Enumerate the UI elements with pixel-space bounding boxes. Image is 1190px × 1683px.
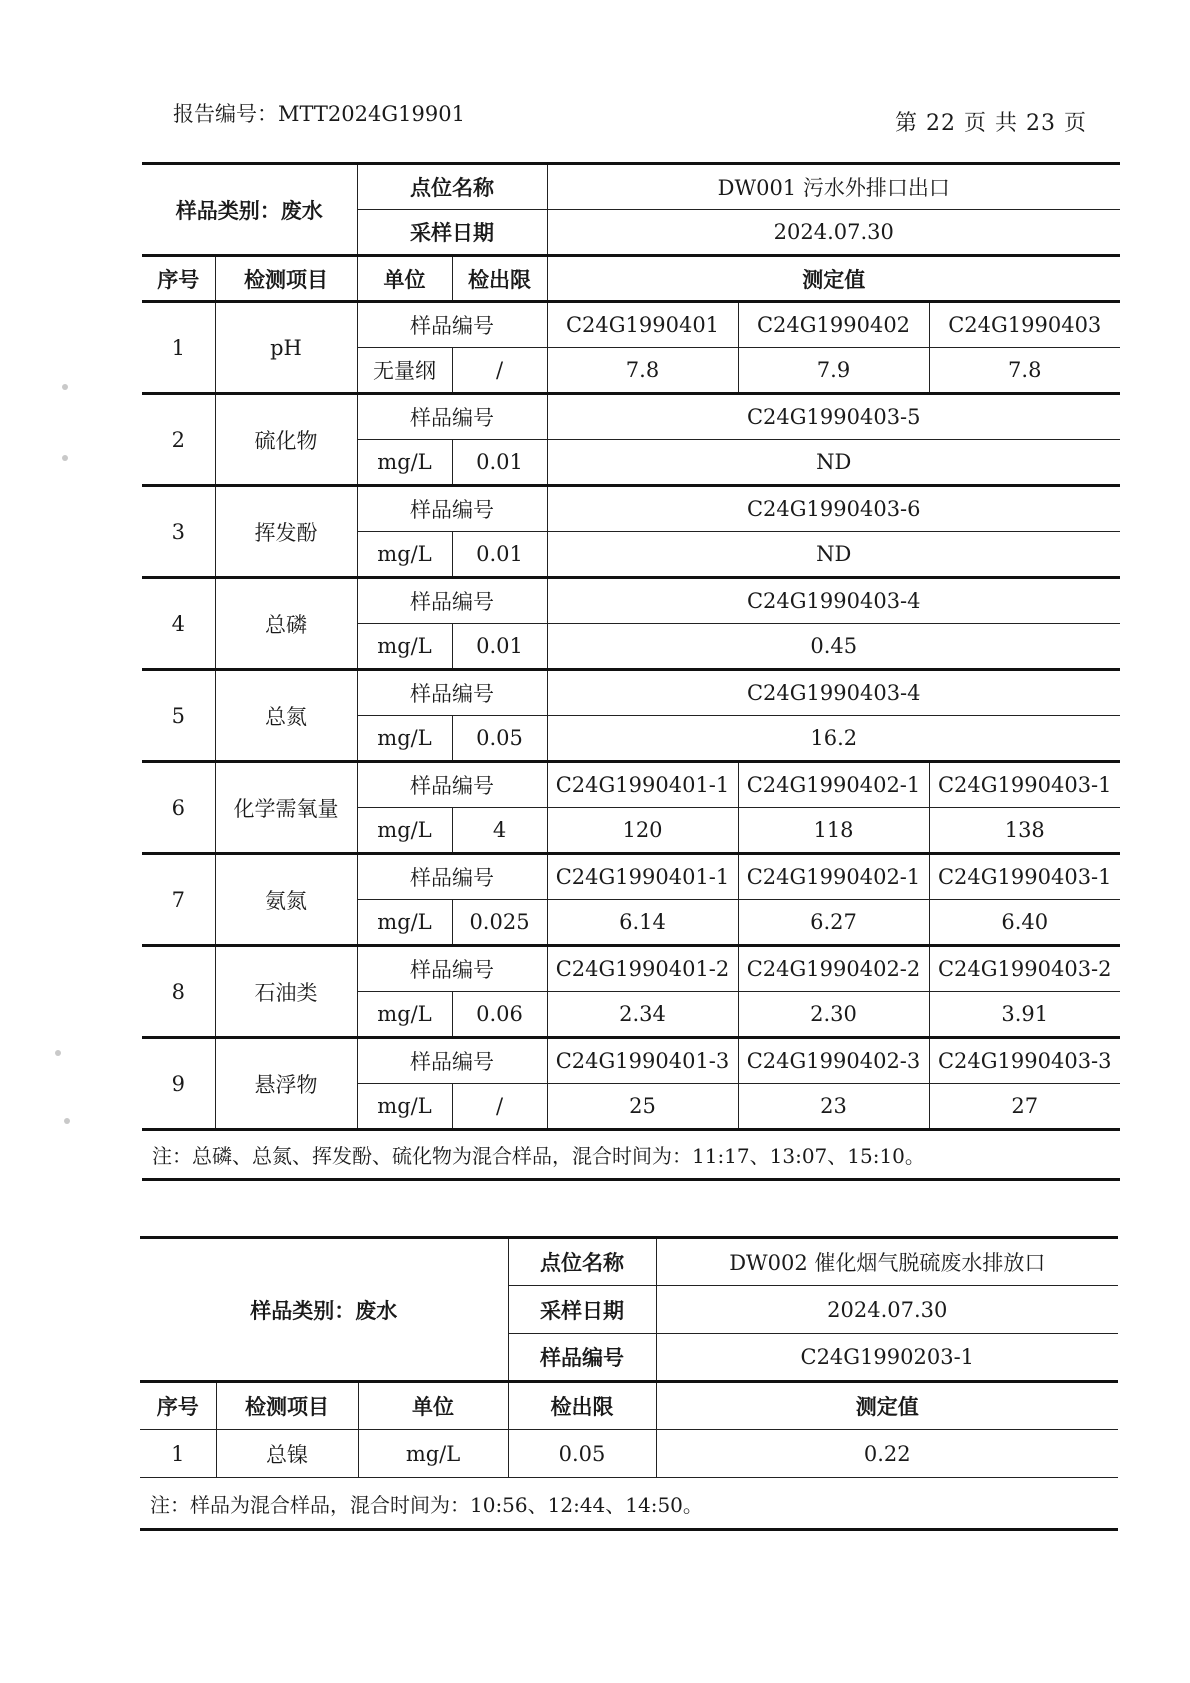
table-row (142, 578, 1120, 624)
row-limit: 0.01 (452, 440, 547, 486)
sample-no-label: 样品编号 (357, 1038, 547, 1084)
value-cell: 120 (547, 808, 738, 854)
row-seq: 5 (142, 670, 215, 762)
row-item: 石油类 (215, 946, 357, 1038)
report-number-label: 报告编号： (173, 102, 278, 126)
sample-no-cell: C24G1990402 (738, 302, 929, 348)
sampling-date-value: 2024.07.30 (547, 210, 1120, 256)
table-row (142, 670, 1120, 716)
value-cell: 6.14 (547, 900, 738, 946)
sample-no-cell: C24G1990401-1 (547, 762, 738, 808)
results-table-dw002 (140, 1236, 1118, 1531)
sample-type-2: 样品类别：废水 (140, 1238, 508, 1382)
row2-unit: mg/L (358, 1430, 508, 1478)
row-limit: / (452, 1084, 547, 1130)
sample-no-cell: C24G1990403-4 (547, 670, 1120, 716)
value-cell: 16.2 (547, 716, 1120, 762)
sampling-date-label-2: 采样日期 (508, 1286, 656, 1334)
row-seq: 7 (142, 854, 215, 946)
value-cell: 138 (929, 808, 1120, 854)
row2-limit: 0.05 (508, 1430, 656, 1478)
row-limit: / (452, 348, 547, 394)
value-cell: 23 (738, 1084, 929, 1130)
sampling-date-value-2: 2024.07.30 (656, 1286, 1118, 1334)
row-seq: 4 (142, 578, 215, 670)
page-info: 第 22 页 共 23 页 (895, 111, 1087, 136)
table-row (142, 394, 1120, 440)
sample-no-label-2: 样品编号 (508, 1334, 656, 1382)
table-row (142, 762, 1120, 808)
row-item: 总磷 (215, 578, 357, 670)
scan-speck (55, 1050, 61, 1056)
scan-speck (62, 455, 68, 461)
sample-no-label: 样品编号 (357, 578, 547, 624)
value-cell: 118 (738, 808, 929, 854)
col-limit: 检出限 (452, 256, 547, 302)
sample-no-cell: C24G1990403-2 (929, 946, 1120, 992)
row-seq: 1 (142, 302, 215, 394)
row-item: 氨氮 (215, 854, 357, 946)
row-seq: 9 (142, 1038, 215, 1130)
row-limit: 0.01 (452, 624, 547, 670)
col-unit: 单位 (357, 256, 452, 302)
point-name-label: 点位名称 (357, 164, 547, 210)
sample-no-cell: C24G1990403-3 (929, 1038, 1120, 1084)
row-item: 挥发酚 (215, 486, 357, 578)
col-seq: 序号 (142, 256, 215, 302)
row-unit: mg/L (357, 624, 452, 670)
sample-no-cell: C24G1990402-3 (738, 1038, 929, 1084)
row-seq: 2 (142, 394, 215, 486)
sample-no-cell: C24G1990403-4 (547, 578, 1120, 624)
row-item: pH (215, 302, 357, 394)
sample-no-value-2: C24G1990203-1 (656, 1334, 1118, 1382)
value-cell: 27 (929, 1084, 1120, 1130)
row-limit: 0.06 (452, 992, 547, 1038)
sample-no-cell: C24G1990403-5 (547, 394, 1120, 440)
sample-type: 样品类别：废水 (142, 164, 357, 256)
row2-value: 0.22 (656, 1430, 1118, 1478)
col-item: 检测项目 (215, 256, 357, 302)
row-unit: mg/L (357, 1084, 452, 1130)
row-item: 悬浮物 (215, 1038, 357, 1130)
row-unit: mg/L (357, 716, 452, 762)
row-unit: mg/L (357, 532, 452, 578)
sample-no-label: 样品编号 (357, 946, 547, 992)
sample-no-cell: C24G1990401 (547, 302, 738, 348)
col-item-2: 检测项目 (216, 1382, 358, 1430)
col-value: 测定值 (547, 256, 1120, 302)
row-item: 化学需氧量 (215, 762, 357, 854)
value-cell: 7.8 (929, 348, 1120, 394)
table-row (142, 302, 1120, 348)
table2-note: 注：样品为混合样品，混合时间为：10:56、12:44、14:50。 (140, 1478, 1118, 1530)
sample-no-cell: C24G1990403 (929, 302, 1120, 348)
value-cell: 0.45 (547, 624, 1120, 670)
table-row (142, 1038, 1120, 1084)
col-value-2: 测定值 (656, 1382, 1118, 1430)
col-seq-2: 序号 (140, 1382, 216, 1430)
point-name-value-2: DW002 催化烟气脱硫废水排放口 (656, 1238, 1118, 1286)
row-limit: 0.01 (452, 532, 547, 578)
value-cell: 6.27 (738, 900, 929, 946)
sample-no-label: 样品编号 (357, 670, 547, 716)
table1-note: 注：总磷、总氮、挥发酚、硫化物为混合样品，混合时间为：11:17、13:07、15:10。 (142, 1130, 1120, 1180)
point-name-label-2: 点位名称 (508, 1238, 656, 1286)
sample-no-label: 样品编号 (357, 762, 547, 808)
scan-speck (64, 1118, 70, 1124)
sample-no-label: 样品编号 (357, 302, 547, 348)
value-cell: 7.9 (738, 348, 929, 394)
row-unit: mg/L (357, 900, 452, 946)
row-limit: 0.025 (452, 900, 547, 946)
sample-no-cell: C24G1990401-3 (547, 1038, 738, 1084)
value-cell: 25 (547, 1084, 738, 1130)
sample-no-cell: C24G1990402-1 (738, 762, 929, 808)
sample-no-cell: C24G1990401-2 (547, 946, 738, 992)
value-cell: 3.91 (929, 992, 1120, 1038)
sample-no-cell: C24G1990402-2 (738, 946, 929, 992)
row2-item: 总镍 (216, 1430, 358, 1478)
sample-no-cell: C24G1990403-1 (929, 762, 1120, 808)
report-number (173, 98, 465, 128)
row-limit: 0.05 (452, 716, 547, 762)
row-seq: 3 (142, 486, 215, 578)
col-limit-2: 检出限 (508, 1382, 656, 1430)
results-table-dw001 (142, 162, 1120, 1181)
col-unit-2: 单位 (358, 1382, 508, 1430)
sample-no-cell: C24G1990401-1 (547, 854, 738, 900)
scan-speck (62, 384, 68, 390)
table-row (142, 486, 1120, 532)
value-cell: 7.8 (547, 348, 738, 394)
value-cell: 6.40 (929, 900, 1120, 946)
sample-no-label: 样品编号 (357, 854, 547, 900)
value-cell: 2.34 (547, 992, 738, 1038)
row-seq: 8 (142, 946, 215, 1038)
sample-no-cell: C24G1990402-1 (738, 854, 929, 900)
row-unit: mg/L (357, 808, 452, 854)
row-unit: 无量纲 (357, 348, 452, 394)
row2-seq: 1 (140, 1430, 216, 1478)
point-name-value: DW001 污水外排口出口 (547, 164, 1120, 210)
sample-no-cell: C24G1990403-6 (547, 486, 1120, 532)
report-number-value: MTT2024G19901 (278, 102, 465, 126)
row-item: 总氮 (215, 670, 357, 762)
sample-no-cell: C24G1990403-1 (929, 854, 1120, 900)
value-cell: ND (547, 532, 1120, 578)
value-cell: ND (547, 440, 1120, 486)
row-limit: 4 (452, 808, 547, 854)
row-item: 硫化物 (215, 394, 357, 486)
row-unit: mg/L (357, 440, 452, 486)
row-seq: 6 (142, 762, 215, 854)
sampling-date-label: 采样日期 (357, 210, 547, 256)
table-row (142, 946, 1120, 992)
table-row (142, 854, 1120, 900)
row-unit: mg/L (357, 992, 452, 1038)
sample-no-label: 样品编号 (357, 486, 547, 532)
value-cell: 2.30 (738, 992, 929, 1038)
sample-no-label: 样品编号 (357, 394, 547, 440)
